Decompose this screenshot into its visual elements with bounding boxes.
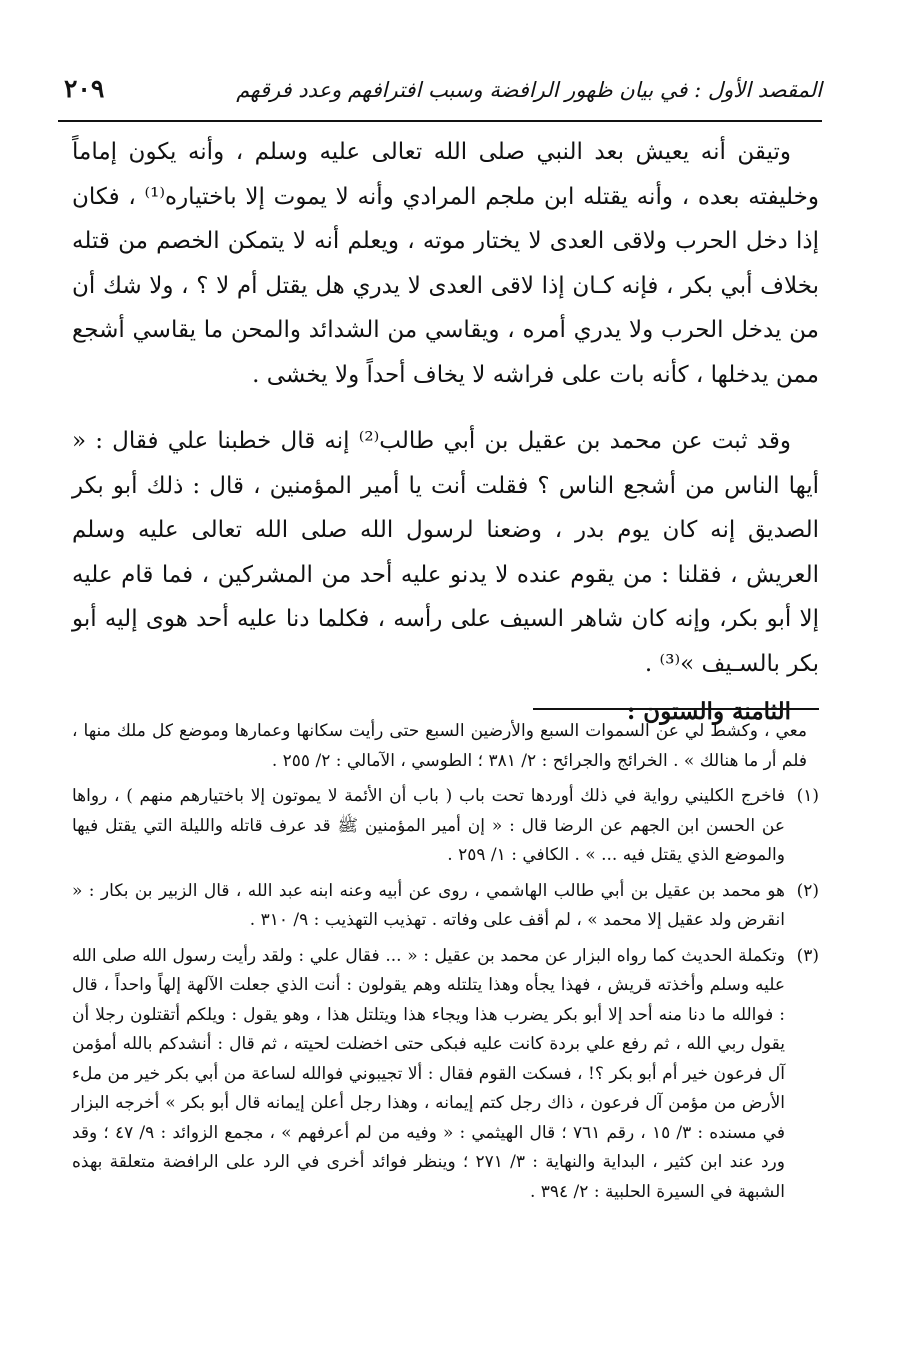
- footnote-number: (٣): [796, 945, 819, 966]
- footnote-separator: [533, 708, 819, 710]
- page-number: ٢٠٩: [64, 74, 105, 103]
- body-paragraph: وقد ثبت عن محمد بن عقيل بن أبي طالب⁽²⁾ إنه قال خطبنا علي فقال : « أيها الناس من أشجع الناس ؟ فقلت أنت يا أمير المؤمنين ، قال : ذلك أبو بكر الصديق إنه كان يوم بدر ، وضعنا لرسول الله صلى الله تعالى عليه وسلم العريش ، فقلنا : من يقوم عنده لا يدنو عليه أحد من المشركين ، فما قام عليه إلا أبو بكر، وإنه كان شاهر السيف على رأسه ، فكلما دنا عليه أحد هوى إليه أبو بكر بالسـيف »⁽³⁾ .: [72, 428, 819, 677]
- page-header: [58, 70, 822, 122]
- section-heading: الثامنة والستون :: [626, 698, 791, 725]
- footnote-number: (١): [796, 786, 819, 806]
- main-text: [72, 130, 819, 735]
- footnote-continuation: معي ، وكشط لي عن السموات السبع والأرضين السبع حتى رأيت سكانها وعمارها وموضع كل ملك منها ، فلم أر ما هنالك » . الخرائج والجرائح : ٢/ ٣٨١ ؛ الطوسي ، الآمالي : ٢/ ٢٥٥ .: [72, 721, 807, 771]
- footnote-text: هو محمد بن عقيل بن أبي طالب الهاشمي ، روى عن أبيه وعنه ابنه عبد الله ، قال الزبير بن بكار : « انقرض ولد عقيل إلا محمد » ، لم أقف على وفاته . تهذيب التهذيب : ٩/ ٣١٠ .: [72, 880, 785, 930]
- footnotes: [72, 717, 819, 1207]
- footnote-text: وتكملة الحديث كما رواه البزار عن محمد بن عقيل : « ... فقال علي : ولقد رأيت رسول الله صلى الله عليه وسلم وأخذته قريش ، فهذا يجأه وهذا يتلتله وهم يقولون : أنت الذي جعلت الآلهة إلهاً واحداً ، قال : فوالله ما دنا منه أحد إلا أبو بكر يضرب هذا ويجاء هذا ويتلتل هذا ، وهو يقول : ويلكم أتقتلون رجلا أن يقول ربي الله ، ثم رفع علي بردة كانت عليه فبكى حتى اخضلت لحيته ، ثم قال : أنشدكم بالله أمؤمن آل فرعون خير أم أبو بكر ؟! ، فسكت القوم فقال : ألا تجيبوني فوالله لساعة من أبي بكر خير من ملء الأرض من مؤمن آل فرعون ، ذاك رجل كتم إيمانه ، وهذا رجل أعلن إيمانه قال أبو بكر » أخرجه البزار في مسنده : ٣/ ١٥ ، رقم ٧٦١ ؛ قال الهيثمي : « وفيه من لم أعرفهم » ، مجمع الزوائد : ٩/ ٤٧ ؛ وقد ورد عند ابن كثير ، البداية والنهاية : ٣/ ٢٧١ ؛ وينظر فوائد أخرى في الرد على الرافضة متعلقة بهذه الشبهة في السيرة الحلبية : ٢/ ٣٩٤ .: [72, 945, 785, 1202]
- running-title: المقصد الأول : في بيان ظهور الرافضة وسبب افترافهم وعدد فرقهم: [236, 78, 822, 102]
- body-paragraph: وتيقن أنه يعيش بعد النبي صلى الله تعالى عليه وسلم ، وأنه يكون إماماً وخليفته بعده ، وأنه يقتله ابن ملجم المرادي وأنه لا يموت إلا باختياره⁽¹⁾ ، فكان إذا دخل الحرب ولاقى العدى لا يختار موته ، ويعلم أنه لا يتمكن الخصم من قتله بخلاف أبي بكر ، فإنه كـان إذا لاقى العدى لا يدري هل يقتل أم لا ؟ ، ولا شك أن من يدخل الحرب ولا يدري أمره ، ويقاسي من الشدائد والمحن ما يقاسي أشجع ممن يدخلها ، كأنه بات على فراشه لا يخاف أحداً ولا يخشى .: [72, 139, 819, 388]
- footnote-number: (٢): [796, 880, 819, 901]
- header-rule: [58, 120, 822, 122]
- footnote: [72, 942, 819, 1208]
- footnote: [72, 782, 819, 871]
- footnote-text: فاخرج الكليني رواية في ذلك أوردها تحت باب ( باب أن الأئمة لا يموتون إلا باختيارهم منهم ) ، رواها عن الحسن ابن الجهم عن الرضا قال : « إن أمير المؤمنين ﷺ قد عرف قاتله والليلة التي يقتل فيها والموضع الذي يقتل فيه ... » . الكافي : ١/ ٢٥٩ .: [72, 786, 785, 865]
- footnote: [72, 877, 819, 936]
